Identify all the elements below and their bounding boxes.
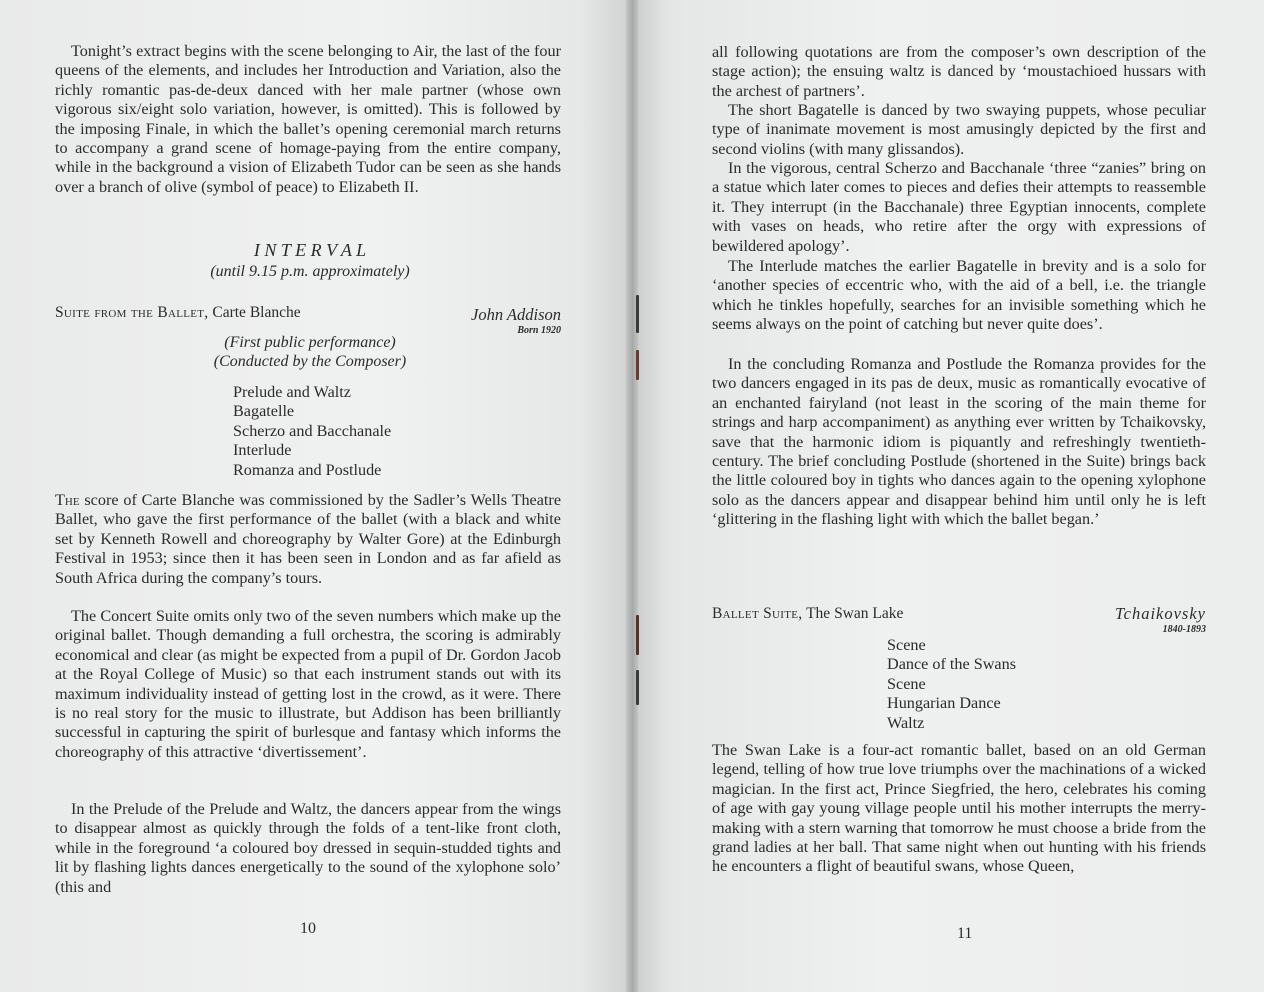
staple-top <box>636 295 639 333</box>
concert-suite-paragraph: The Concert Suite omits only two of the seven numbers which make up the original ballet. Though demanding a full orchestra, the scoring is admirably economical and clear (as might be expected from a pupil of Dr. Gordon Jacob at the Royal College of Music) so that each instrument stands out with its maximum individuality instead of getting lost in the crowd, as it were. There is no real story for the music to illustrate, but Addison has been brilliantly successful in capturing the spirit of burlesque and fantasy which informs the choreography of this attractive ‘divertissement’. <box>55 607 561 761</box>
score-paragraph <box>55 491 561 588</box>
staple-bottom-end <box>636 670 639 705</box>
book-spine <box>626 0 638 992</box>
interlude-paragraph: The Interlude matches the earlier Bagatelle in brevity and is a solo for ‘another species of eccentric who, with the aid of a bell, i.e. the triangle which he tinkles hopefully, searches for an invisible something which he seems always on the point of catching but never quite does’. <box>712 257 1206 334</box>
list-item: Scherzo and Bacchanale <box>233 421 392 440</box>
movement-list <box>887 636 1016 733</box>
page-number: 10 <box>300 920 316 937</box>
prelude-paragraph: In the Prelude of the Prelude and Waltz, the dancers appear from the wings to disappear almost as quickly through the folds of a tent-like front cloth, while in the foreground ‘a coloured boy dressed in sequin-studded tights and lit by flashing lights dances energetically to the sound of the xylophone solo’ (this and <box>55 800 561 896</box>
composer-dates: Born 1920 <box>517 325 561 336</box>
right-page <box>632 0 1264 992</box>
composer-name: Tchaikovsky <box>1114 604 1206 623</box>
composer-dates: 1840-1893 <box>1162 624 1206 635</box>
list-item: Scene <box>887 636 926 654</box>
interval-note: (until 9.15 p.m. approximately) <box>210 263 410 280</box>
interval-heading: I N T E R V A L <box>253 240 367 260</box>
work-prefix: Ballet Suite, <box>712 605 803 622</box>
first-performance-note: (First public performance) <box>224 334 396 351</box>
staple-top-end <box>636 350 639 380</box>
list-item: Dance of the Swans <box>887 655 1017 674</box>
list-item: Interlude <box>233 441 292 460</box>
staple-bottom <box>636 615 639 655</box>
swan-lake-paragraph: The Swan Lake is a four-act romantic ballet, based on an old German legend, telling of how true love triumphs over the machinations of a wicked magician. In the first act, Prince Siegfried, the hero, celebrates his coming of age with gay young village people until his mother interrupts the merry-making with a stern warning that tomorrow he must choose a bride from the grand ladies at her ball. That same night when out hunting with his friends he encounters a flight of beautiful swans, whose Queen, <box>712 741 1206 876</box>
list-item: Prelude and Waltz <box>233 383 351 401</box>
composer-name: John Addison <box>471 305 561 324</box>
list-item: Bagatelle <box>233 402 295 421</box>
opening-paragraph: Tonight’s extract begins with the scene belonging to Air, the last of the four queens of the elements, and includes her Introduction and Variation, also the richly romantic pas-de-deux danced with her male partner (whose own vigorous six/eight solo variation, however, is omitted). This is followed by the imposing Finale, in which the ballet’s opening ceremonial march returns to accompany a grand scene of homage-paying from the entire company, while in the background a vision of Elizabeth Tudor can be seen as she hands over a branch of olive (symbol of peace) to Elizabeth II. <box>55 42 561 196</box>
page-number: 11 <box>957 925 973 942</box>
drop-word: The <box>55 491 80 509</box>
romanza-paragraph: In the concluding Romanza and Postlude the Romanza provides for the two dancers engaged in its pas de deux, music as romantically evocative of an enchanted fairyland (not least in the scoring of the main theme for strings and harp accompaniment) as anything ever written by Tchaikovsky, save that the harmonic idiom is piquantly and refreshingly twentieth-century. The brief concluding Postlude (shortened in the Suite) brings back the little coloured boy in tights who dances again to the opening xylophone solo as the dancers appear and disappear behind him until only he is left ‘glittering in the flashing light with which the ballet began.’ <box>712 355 1206 529</box>
list-item: Scene <box>887 674 926 693</box>
work-prefix: Suite from the Ballet, <box>55 304 209 321</box>
bagatelle-paragraph: The short Bagatelle is danced by two swaying puppets, whose peculiar type of inanimate movement is most amusingly depicted by the first and second violins (with many glissandos). <box>712 101 1206 158</box>
work-title-swan-lake <box>712 605 903 623</box>
list-item: Hungarian Dance <box>887 694 1001 713</box>
continuation-paragraph: all following quotations are from the composer’s own description of the stage action); the ensuing waltz is danced by ‘moustachioed hussars with the archest of partners’. <box>712 43 1206 100</box>
work-title-carte-blanche <box>55 304 301 322</box>
work-name: Carte Blanche <box>212 304 301 321</box>
score-text: score of Carte Blanche was commissioned by the Sadler’s Wells Theatre Ballet, who gave the first performance of the ballet (with a black and white set by Kenneth Rowell and choreography by Walter Gore) at the Edinburgh Festival in 1953; since then it has been seen in London and as far afield as South Africa during the company’s tours. <box>55 491 561 587</box>
list-item: Romanza and Postlude <box>233 460 382 479</box>
work-name: The Swan Lake <box>806 605 904 622</box>
list-item: Waltz <box>887 713 925 732</box>
movement-list <box>233 383 391 480</box>
scherzo-paragraph: In the vigorous, central Scherzo and Bacchanale ‘three “zanies” bring on a statue which later comes to pieces and defies their attempts to reassemble it. They interrupt (in the Bacchanale) three Egyptian innocents, complete with vases on heads, who retire after the orgy with expressions of bewildered apology’. <box>712 159 1206 255</box>
conducted-note: (Conducted by the Composer) <box>213 353 407 370</box>
